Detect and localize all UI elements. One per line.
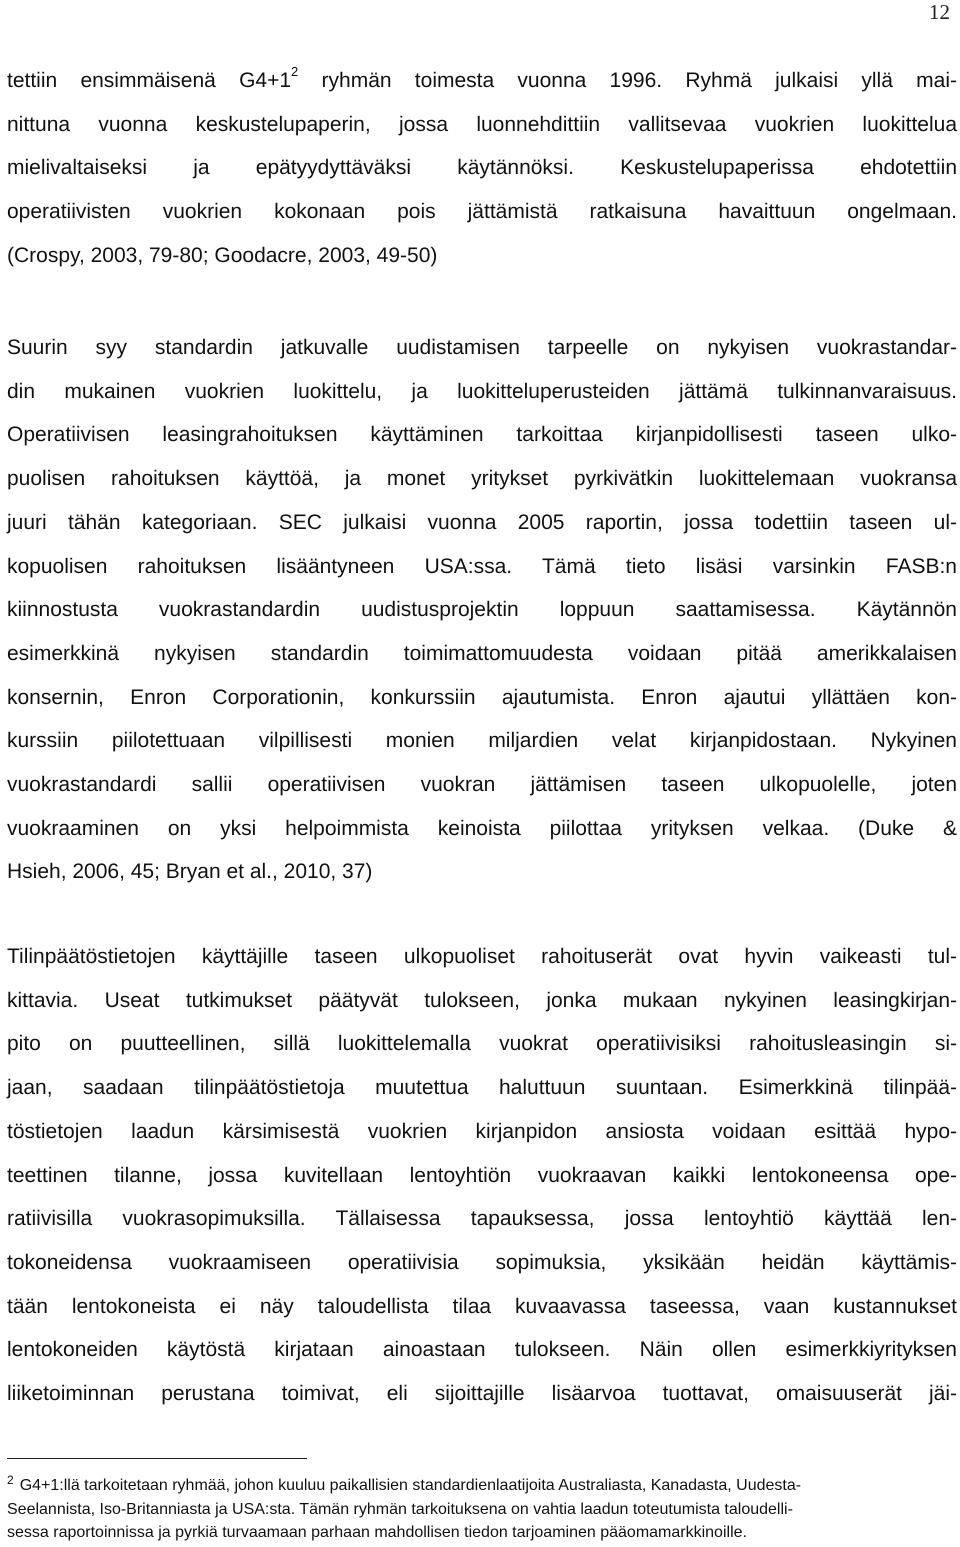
text-line: juuri tähän kategoriaan. SEC julkaisi vuonna 2005 raportin, jossa todettiin taseen ul- [7, 510, 957, 534]
text-line: kiinnostusta vuokrastandardin uudistusprojektin loppuun saattamisessa. Käytännön [7, 598, 957, 622]
paragraph-3 [7, 935, 957, 1416]
text-line: Suurin syy standardin jatkuvalle uudistamisen tarpeelle on nykyisen vuokrastandar- [7, 336, 957, 359]
text-line: ratiivisilla vuokrasopimuksilla. Tällaisessa tapauksessa, jossa lentoyhtiö käyttää len- [7, 1207, 957, 1231]
text-line: Hsieh, 2006, 45; Bryan et al., 2010, 37) [7, 860, 373, 884]
footnote-line [7, 1474, 947, 1498]
page-number: 12 [929, 0, 950, 24]
text-line: vuokrastandardi sallii operatiivisen vuokran jättämisen taseen ulkopuolelle, joten [7, 773, 957, 797]
text-line: jaan, saadaan tilinpäätöstietoja muutettua haluttuun suuntaan. Esimerkkinä tilinpää- [7, 1076, 957, 1100]
text-line: kopuolisen rahoituksen lisääntyneen USA:ssa. Tämä tieto lisäsi varsinkin FASB:n [7, 554, 957, 578]
text-line: pito on puutteellinen, sillä luokittelemalla vuokrat operatiivisiksi rahoitusleasingin si- [7, 1032, 957, 1056]
text-line: lentokoneiden käytöstä kirjataan ainoastaan tulokseen. Näin ollen esimerkkiyrityksen [7, 1338, 957, 1362]
footnote-reference: 2 [291, 64, 299, 79]
text-line: puolisen rahoituksen käyttöä, ja monet yritykset pyrkivätkin luokittelemaan vuokransa [7, 467, 957, 491]
text-line: kurssiin piilotettuaan vilpillisesti monien miljardien velat kirjanpidostaan. Nykyinen [7, 729, 957, 753]
text-line: kittavia. Useat tutkimukset päätyvät tulokseen, jonka mukaan nykyinen leasingkirjan- [7, 988, 957, 1012]
footnote-mark: 2 [7, 1473, 14, 1487]
footnote-line: Seelannista, Iso-Britanniasta ja USA:sta. Tämän ryhmän tarkoituksena on vahtia laadun toteutumista taloudelli- [7, 1501, 793, 1518]
text-line: vuokraaminen on yksi helpoimmista keinoista piilottaa yrityksen velkaa. (Duke & [7, 816, 957, 840]
text-line: Tilinpäätöstietojen käyttäjille taseen ulkopuoliset rahoituserät ovat hyvin vaikeasti tul- [7, 945, 957, 968]
text-line [7, 59, 957, 103]
text-line: operatiivisten vuokrien kokonaan pois jättämistä ratkaisuna havaittuun ongelmaan. [7, 200, 957, 224]
text-segment: tettiin ensimmäisenä G4+1 [7, 69, 292, 92]
paragraph-2 [7, 326, 957, 894]
text-line: liiketoiminnan perustana toimivat, eli sijoittajille lisäarvoa tuottavat, omaisuuserät jäi- [7, 1382, 957, 1406]
footnote [7, 1474, 947, 1544]
text-line: Operatiivisen leasingrahoituksen käyttäminen tarkoittaa kirjanpidollisesti taseen ulko- [7, 423, 957, 447]
text-line: (Crospy, 2003, 79-80; Goodacre, 2003, 49-50) [7, 243, 438, 267]
text-line: konsernin, Enron Corporationin, konkurssiin ajautumista. Enron ajautui yllättäen kon- [7, 685, 957, 709]
footnote-separator [7, 1458, 307, 1459]
text-line: esimerkkinä nykyisen standardin toimimattomuudesta voidaan pitää amerikkalaisen [7, 641, 957, 665]
footnote-line: sessa raportoinnissa ja pyrkiä turvaamaan parhaan mahdollisen tiedon tarjoaminen pääomamarkkinoille. [7, 1524, 747, 1541]
footnote-text: G4+1:llä tarkoitetaan ryhmää, johon kuuluu paikallisien standardienlaatijoita Australiasta, Kanadasta, Uudesta- [19, 1477, 802, 1494]
paragraph-1 [7, 59, 957, 278]
text-line: nittuna vuonna keskustelupaperin, jossa luonnehdittiin vallitsevaa vuokrien luokittelua [7, 112, 957, 136]
text-line: töstietojen laadun kärsimisestä vuokrien kirjanpidon ansiosta voidaan esittää hypo- [7, 1119, 957, 1143]
text-line: mielivaltaiseksi ja epätyydyttäväksi käytännöksi. Keskustelupaperissa ehdotettiin [7, 156, 957, 180]
text-line: tään lentokoneista ei näy taloudellista tilaa kuvaavassa taseessa, vaan kustannukset [7, 1294, 957, 1318]
text-line: teettinen tilanne, jossa kuvitellaan lentoyhtiön vuokraavan kaikki lentokoneensa ope- [7, 1163, 957, 1187]
text-line: din mukainen vuokrien luokittelu, ja luokitteluperusteiden jättämä tulkinnanvaraisuus. [7, 379, 957, 403]
text-line: tokoneidensa vuokraamiseen operatiivisia sopimuksia, yksikään heidän käyttämis- [7, 1250, 957, 1274]
text-segment: ryhmän toimesta vuonna 1996. Ryhmä julkaisi yllä mai- [298, 69, 957, 92]
